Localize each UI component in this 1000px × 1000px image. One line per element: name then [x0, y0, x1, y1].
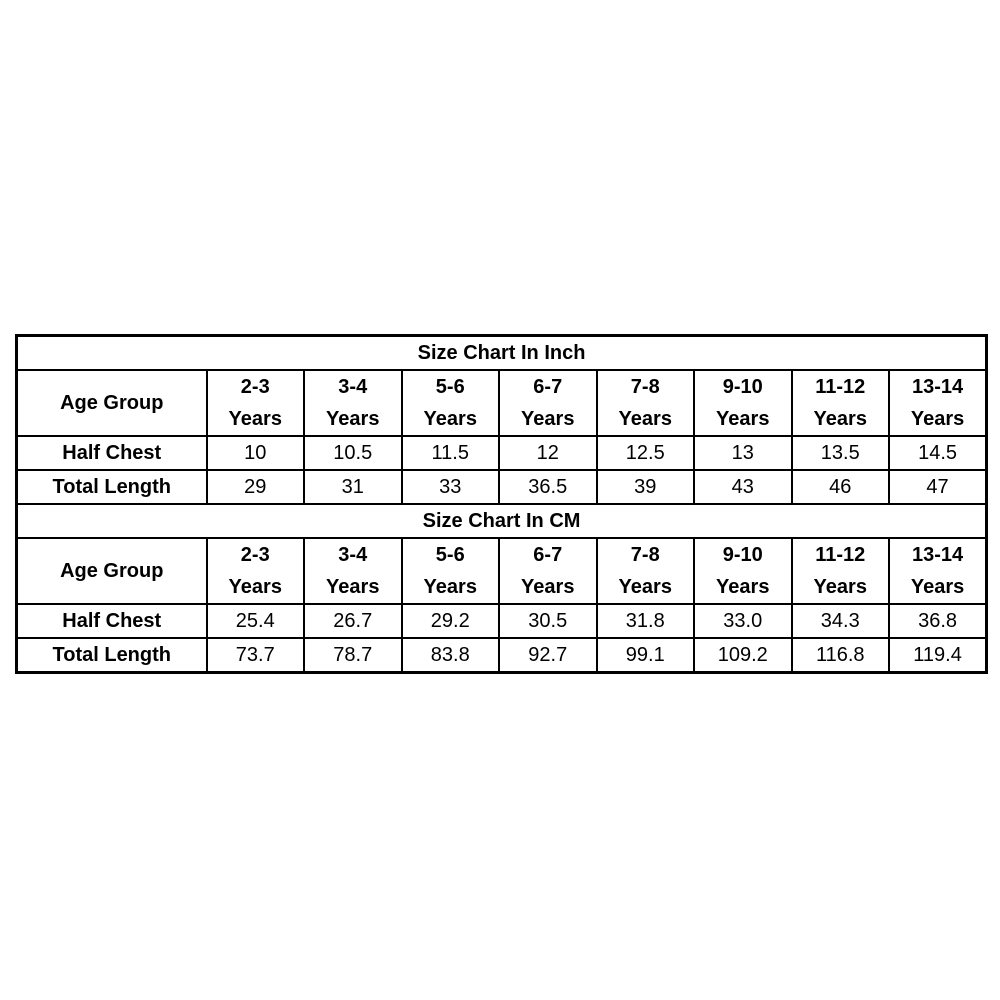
age-unit: Years [521, 408, 575, 430]
cm-section-title: Size Chart In CM [17, 504, 987, 538]
age-range: 3-4 [338, 376, 368, 398]
table-cell: 30.5 [499, 604, 597, 638]
table-cell: 46 [792, 470, 890, 504]
age-range: 5-6 [435, 376, 465, 398]
inch-row-label: Total Length [17, 470, 207, 504]
inch-age-row [17, 370, 987, 436]
cm-age-row [17, 538, 987, 604]
inch-age-header [207, 370, 305, 436]
cm-title-row [17, 504, 987, 538]
age-unit: Years [423, 576, 477, 598]
age-range: 2-3 [240, 544, 270, 566]
inch-age-group-label: Age Group [17, 370, 207, 436]
inch-age-header [499, 370, 597, 436]
age-unit: Years [618, 576, 672, 598]
cm-age-group-label: Age Group [17, 538, 207, 604]
cm-age-header [792, 538, 890, 604]
table-cell: 33 [402, 470, 500, 504]
table-cell: 73.7 [207, 638, 305, 673]
age-range: 13-14 [911, 544, 964, 566]
table-row [17, 436, 987, 470]
inch-age-header [597, 370, 695, 436]
inch-section-title: Size Chart In Inch [17, 336, 987, 371]
table-cell: 10 [207, 436, 305, 470]
table-cell: 83.8 [402, 638, 500, 673]
table-cell: 26.7 [304, 604, 402, 638]
inch-title-row [17, 336, 987, 371]
cm-row-label: Half Chest [17, 604, 207, 638]
table-cell: 36.5 [499, 470, 597, 504]
age-unit: Years [910, 408, 965, 430]
table-cell: 109.2 [694, 638, 792, 673]
size-chart-table [15, 334, 988, 674]
inch-age-header [889, 370, 987, 436]
age-range: 9-10 [722, 544, 763, 566]
age-range: 13-14 [911, 376, 964, 398]
table-cell: 12.5 [597, 436, 695, 470]
age-unit: Years [326, 576, 380, 598]
inch-age-header [694, 370, 792, 436]
table-cell: 36.8 [889, 604, 987, 638]
age-range: 6-7 [533, 376, 563, 398]
table-cell: 14.5 [889, 436, 987, 470]
age-range: 11-12 [815, 544, 866, 566]
table-row [17, 470, 987, 504]
table-cell: 78.7 [304, 638, 402, 673]
age-unit: Years [521, 576, 575, 598]
age-range: 2-3 [240, 376, 270, 398]
table-cell: 31.8 [597, 604, 695, 638]
table-cell: 31 [304, 470, 402, 504]
table-row [17, 604, 987, 638]
age-range: 5-6 [435, 544, 465, 566]
age-unit: Years [813, 576, 867, 598]
table-cell: 39 [597, 470, 695, 504]
table-cell: 11.5 [402, 436, 500, 470]
table-cell: 116.8 [792, 638, 890, 673]
inch-age-header [792, 370, 890, 436]
table-cell: 47 [889, 470, 987, 504]
inch-age-header [402, 370, 500, 436]
cm-age-header [694, 538, 792, 604]
table-cell: 92.7 [499, 638, 597, 673]
table-cell: 34.3 [792, 604, 890, 638]
table-cell: 13 [694, 436, 792, 470]
age-range: 3-4 [338, 544, 368, 566]
age-range: 7-8 [630, 376, 660, 398]
size-chart-body [17, 336, 987, 673]
age-range: 7-8 [630, 544, 660, 566]
table-cell: 13.5 [792, 436, 890, 470]
age-range: 11-12 [815, 376, 866, 398]
age-unit: Years [228, 408, 282, 430]
inch-age-header [304, 370, 402, 436]
age-range: 6-7 [533, 544, 563, 566]
cm-row-label: Total Length [17, 638, 207, 673]
table-cell: 10.5 [304, 436, 402, 470]
table-cell: 43 [694, 470, 792, 504]
age-unit: Years [813, 408, 867, 430]
age-range: 9-10 [722, 376, 763, 398]
cm-age-header [499, 538, 597, 604]
table-cell: 29.2 [402, 604, 500, 638]
cm-age-header [402, 538, 500, 604]
table-cell: 12 [499, 436, 597, 470]
table-cell: 99.1 [597, 638, 695, 673]
cm-age-header [597, 538, 695, 604]
table-cell: 29 [207, 470, 305, 504]
table-cell: 119.4 [889, 638, 987, 673]
table-cell: 25.4 [207, 604, 305, 638]
age-unit: Years [910, 576, 965, 598]
table-row [17, 638, 987, 673]
cm-age-header [304, 538, 402, 604]
age-unit: Years [618, 408, 672, 430]
age-unit: Years [228, 576, 282, 598]
cm-age-header [207, 538, 305, 604]
age-unit: Years [716, 408, 770, 430]
age-unit: Years [423, 408, 477, 430]
table-cell: 33.0 [694, 604, 792, 638]
age-unit: Years [716, 576, 770, 598]
inch-row-label: Half Chest [17, 436, 207, 470]
age-unit: Years [326, 408, 380, 430]
cm-age-header [889, 538, 987, 604]
